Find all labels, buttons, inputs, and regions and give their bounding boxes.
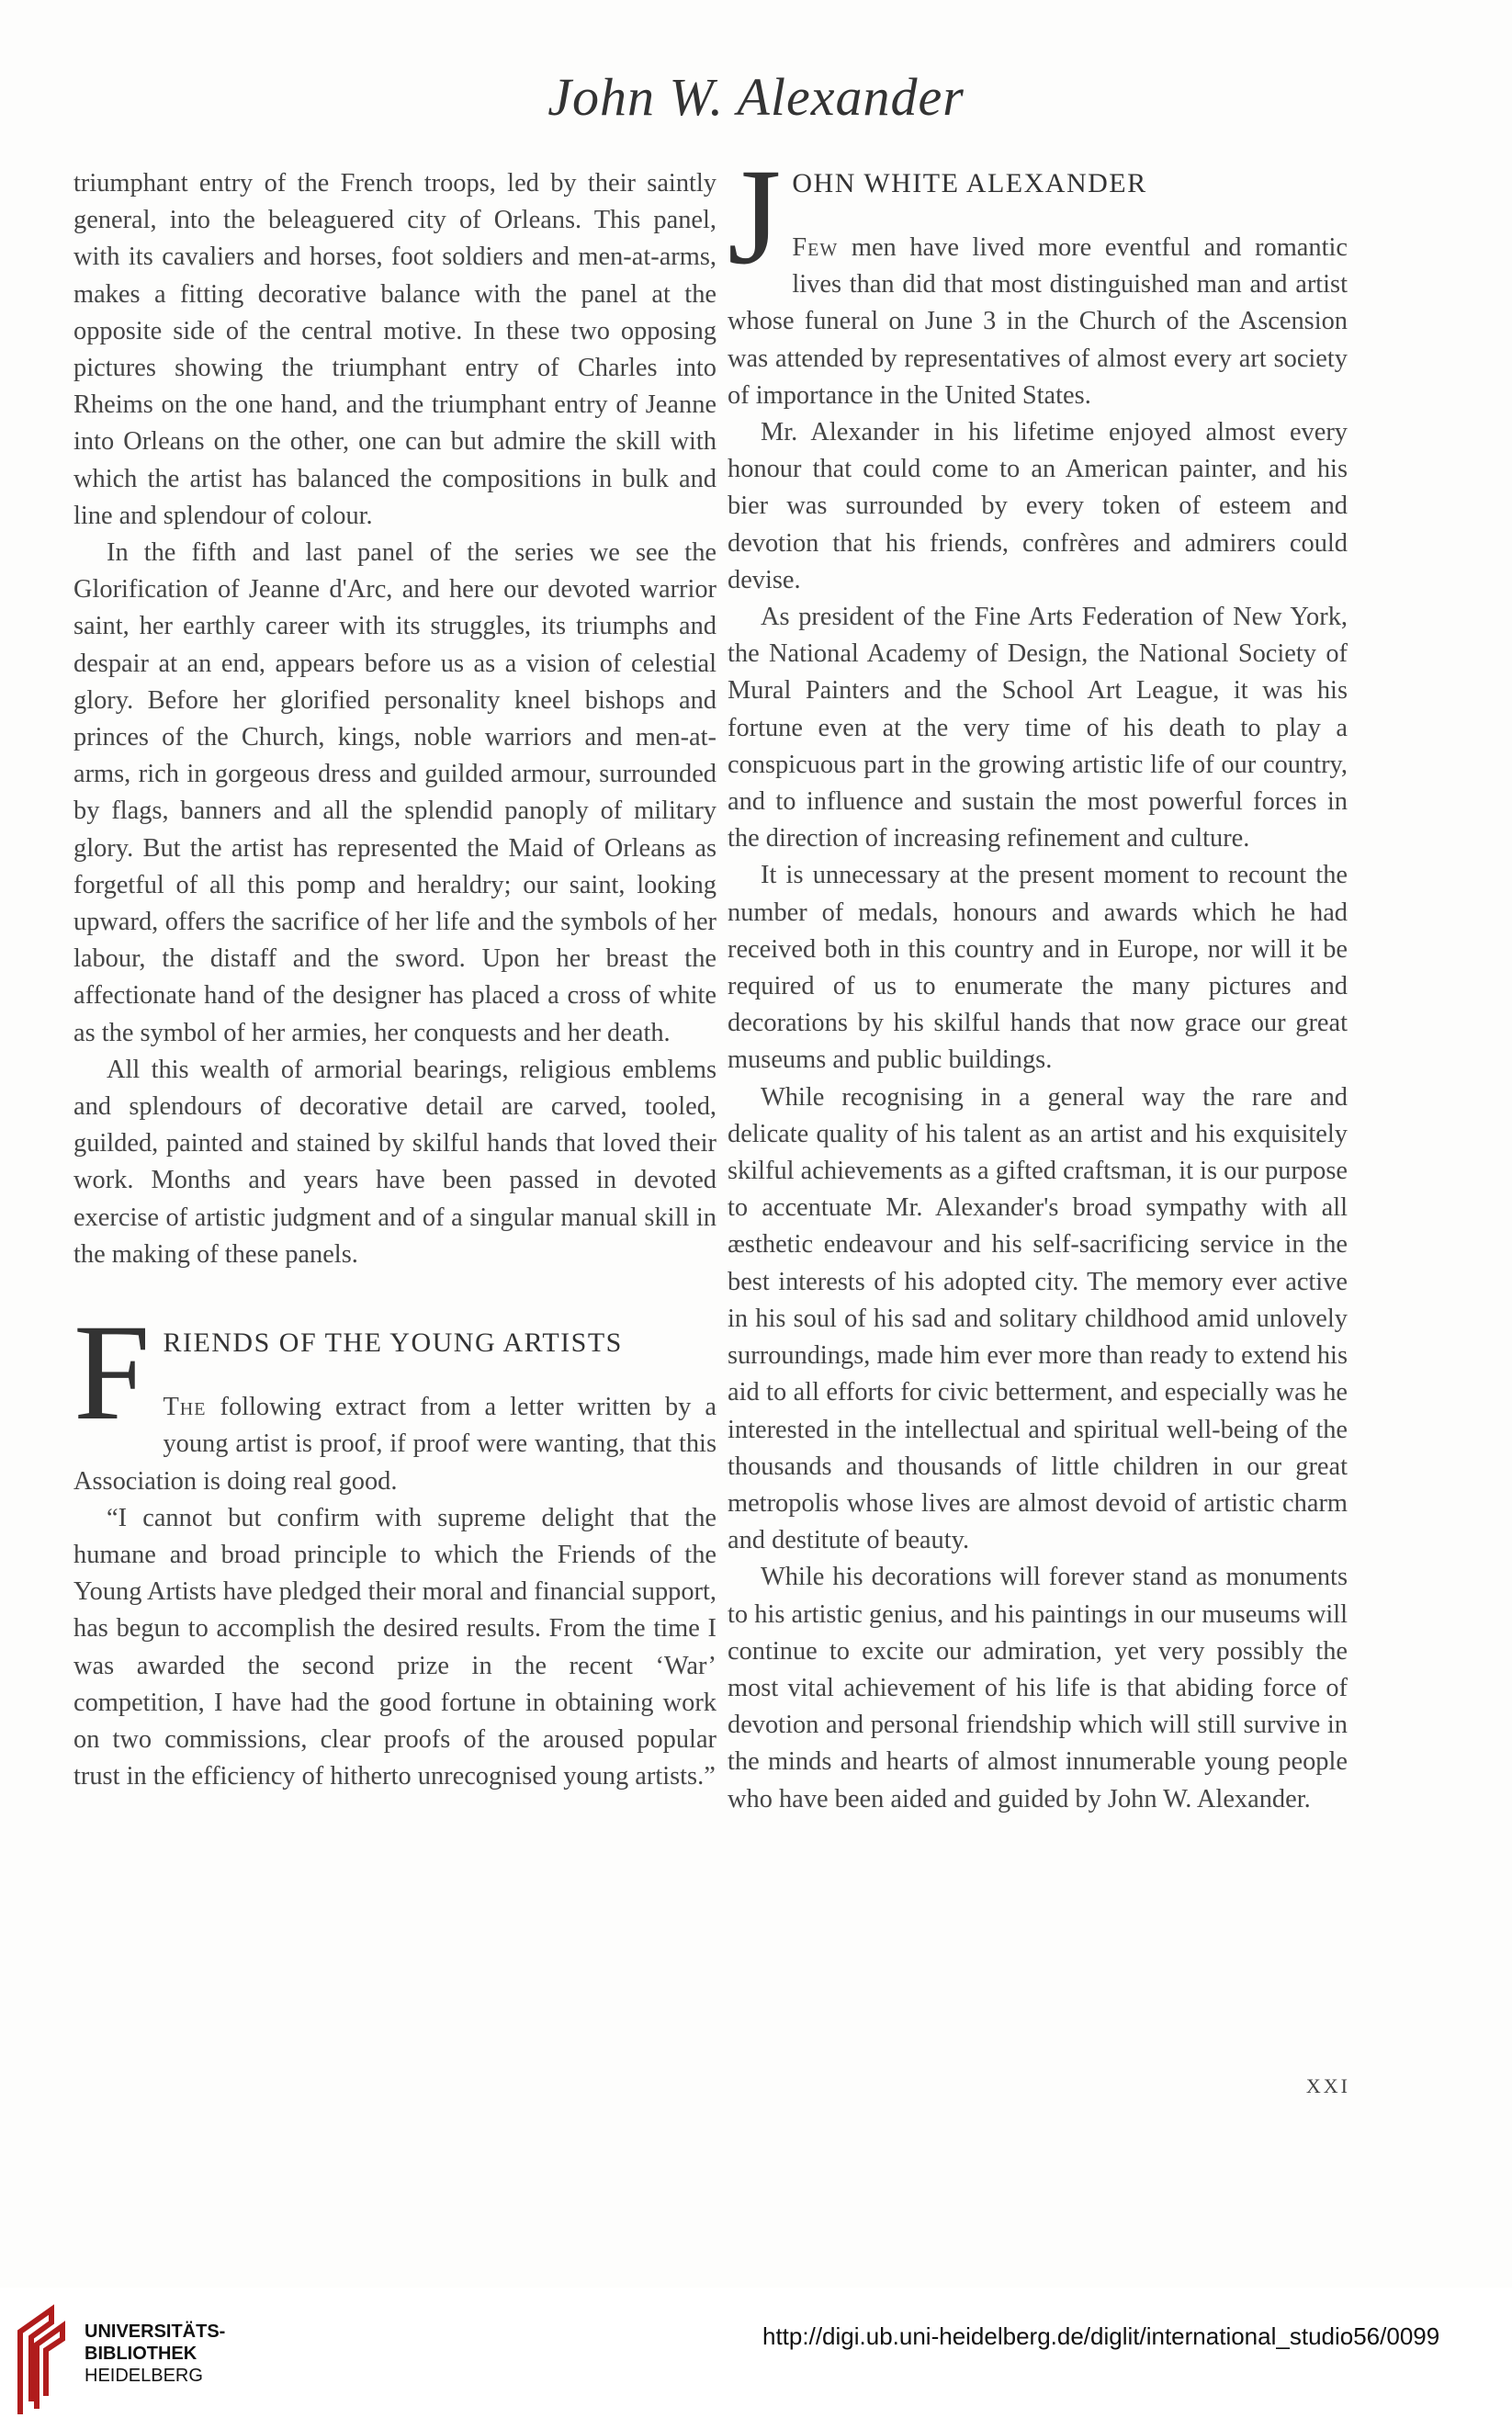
- paragraph: All this wealth of armorial bearings, religious emblems and splendours of decorative detail are carved, tooled, guilded, painted and stained by skilful hands that loved their work. Months and years have been passed in devoted exercise of artistic judgment and of a singular manual skill in the making of these panels.: [73, 1055, 717, 1269]
- library-logo-icon: [15, 2304, 73, 2418]
- section-john-white-alexander: [728, 141, 1348, 414]
- drop-cap: J: [728, 141, 782, 293]
- section-heading: RIENDS OF THE YOUNG ARTISTS: [163, 1327, 623, 1359]
- right-column: [728, 141, 1348, 1818]
- drop-cap: F: [73, 1296, 151, 1450]
- section-friends-of-young-artists: [73, 1296, 717, 1795]
- page-number: XXI: [1305, 2074, 1350, 2097]
- paragraph: triumphant entry of the French troops, led by their saintly general, into the beleaguered city of Orleans. This panel, with its cavaliers and horses, foot soldiers and men-at-arms, makes a fitting decorative balance with the panel at the opposite side of the central motive. In these two opposing pictures showing the triumphant entry of Charles into Rheims on the one hand, and the triumphant entry of Jeanne into Orleans on the other, one can but admire the skill with which the artist has balanced the compositions in bulk and line and splendour of colour.: [73, 169, 717, 530]
- footer: [0, 2288, 1512, 2429]
- running-title: John W. Alexander: [547, 67, 965, 127]
- quotation-paragraph: “I cannot but confirm with supreme delight that the humane and broad principle to which the Friends of the Young Artists have pledged their moral and financial support, has begun to accomplish the desired results. From the time I was awarded the second prize in the recent ‘War’ competition, I have had the good fortune in obtaining work on two commissions, clear proofs of the aroused popular trust in the efficiency of hitherto unrecognised young artists.”: [73, 1503, 717, 1791]
- lead-word: Few: [792, 233, 839, 262]
- paragraph: [728, 230, 1348, 414]
- paragraph-text: men have lived more eventful and romantic lives than did that most distinguished man and artist whose funeral on June 3 in the Church of the Ascension was attended by representatives of almost every art society of importance in the United States.: [728, 233, 1348, 410]
- section-heading: OHN WHITE ALEXANDER: [792, 168, 1147, 198]
- library-name-line: BIBLIOTHEK: [85, 2344, 197, 2364]
- library-name-line: HEIDELBERG: [85, 2366, 203, 2386]
- paragraph: [73, 1389, 717, 1500]
- library-name-line: UNIVERSITÄTS-: [85, 2322, 226, 2342]
- paragraph: Mr. Alexander in his lifetime enjoyed almost every honour that could come to an American painter, and his bier was surrounded by every token of esteem and devotion that his friends, confrères and admirers could devise.: [728, 418, 1348, 594]
- left-column: [73, 165, 717, 1795]
- paragraph: While recognising in a general way the rare and delicate quality of his talent as an artist and his exquisitely skilful achievements as a gifted craftsman, it is our purpose to accentuate Mr. Alexander's broad sympathy with all æsthetic endeavour and his self-sacrificing service in the best interests of his adopted city. The memory ever active in his soul of his sad and solitary childhood amid unlovely surroundings, made him ever more than ready to extend his aid to all efforts for civic betterment, and especially was he interested in the intellectual and spiritual well-being of the thousands and thousands of little children in our great metropolis whose lives are almost devoid of artistic charm and destitute of beauty.: [728, 1082, 1348, 1555]
- paragraph: In the fifth and last panel of the series we see the Glorification of Jeanne d'Arc, and here our devoted warrior saint, her earthly career with its struggles, its triumphs and despair at an end, appears before us as a vision of celestial glory. Before her glorified personality kneel bishops and princes of the Church, kings, noble warriors and men-at-arms, rich in gorgeous dress and guilded armour, surrounded by flags, banners and all the splendid panoply of military glory. But the artist has represented the Maid of Orleans as forgetful of all this pomp and heraldry; our saint, looking upward, offers the sacrifice of her life and the symbols of her labour, the distaff and the sword. Upon her breast the affectionate hand of the designer has placed a cross of white as the symbol of her armies, her conquests and her death.: [73, 538, 717, 1047]
- source-url-link[interactable]: http://digi.ub.uni-heidelberg.de/diglit/international_studio56/0099: [762, 2322, 1440, 2350]
- lead-word: The: [163, 1393, 207, 1422]
- paragraph: It is unnecessary at the present moment to recount the number of medals, honours and awards which he had received both in this country and in Europe, nor will it be required of us to enumerate the many pictures and decorations by his skilful hands that now grace our great museums and public buildings.: [728, 861, 1348, 1075]
- library-name: [85, 2321, 225, 2387]
- paragraph-text: following extract from a letter written by a young artist is proof, if proof were wanting, that this Association is doing real good.: [73, 1393, 717, 1496]
- paragraph: While his decorations will forever stand as monuments to his artistic genius, and his paintings in our museums will continue to excite our admiration, yet very possibly the most vital achievement of his life is that abiding force of devotion and personal friendship which will still survive in the minds and hearts of almost innumerable young people who have been aided and guided by John W. Alexander.: [728, 1563, 1348, 1813]
- paragraph: As president of the Fine Arts Federation of New York, the National Academy of Design, the National Society of Mural Painters and the School Art League, it was his fortune even at the very time of his death to play a conspicuous part in the growing artistic life of our country, and to influence and sustain the most powerful forces in the direction of increasing refinement and culture.: [728, 603, 1348, 853]
